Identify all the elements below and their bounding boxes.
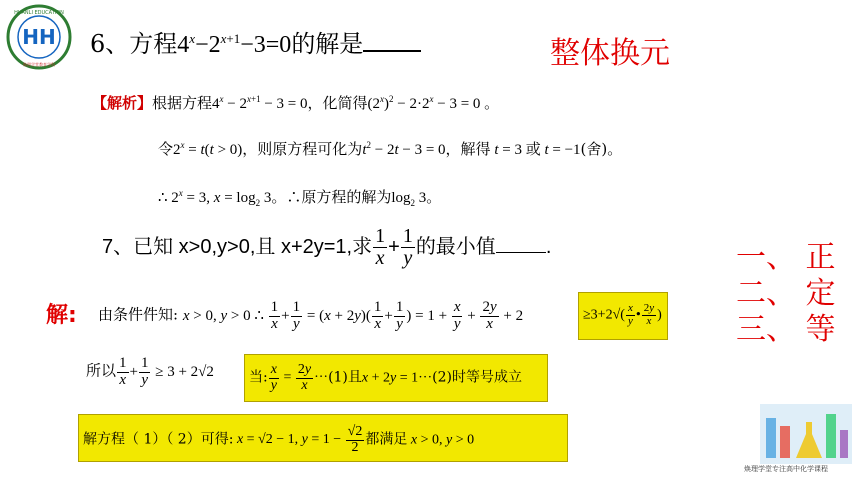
- line3-text-a: ∴: [158, 188, 168, 206]
- line1-eq2: $(2^x)^2 - 2\cdot 2^x - 3 = 0$ 。: [367, 94, 500, 112]
- result-ineq: $\frac{1}{x}$ + $\frac{1}{y}$ ≥ 3 + 2√2: [119, 355, 214, 388]
- question-7: 7、已知 x>0,y>0,且 x+2y=1,求 $\frac{1}{x}$ + $\frac{1}{y}$ 的最小值 .: [102, 225, 552, 269]
- logo-text: HUANLI EDUCATION: [14, 10, 64, 16]
- line3-text-c: 。: [426, 188, 442, 206]
- logo-letters: HH: [22, 25, 56, 49]
- line2-eq3: t = 3 或 t = −1: [494, 142, 581, 158]
- line3-eq2: $\log_2 3$: [391, 190, 427, 208]
- so-text: 所以: [86, 361, 117, 380]
- logo-sub: 焕理学堂教育学科: [23, 62, 55, 67]
- question-6: [90, 24, 421, 59]
- solution7-line2: [86, 356, 214, 389]
- line2-text-c: ，解得: [445, 140, 491, 158]
- q6-equation: $4^x-2^{x+1}-3=0$: [177, 31, 292, 58]
- equality-condition-box: [244, 354, 548, 402]
- hint-label: 整体换元: [550, 36, 670, 71]
- solution6-line2: [158, 138, 622, 159]
- lab-caption: 焕理学堂专注高中化学课程: [744, 465, 828, 473]
- solve-prefix: 解方程（ 1）（ 2）可得:: [83, 431, 234, 448]
- solution6-line1: [92, 92, 499, 113]
- education-logo: [6, 4, 72, 70]
- solution7-line1: [98, 300, 523, 333]
- q6-prefix: 6、方程: [90, 30, 178, 58]
- solution6-line3: [158, 186, 441, 208]
- when-text: 当:: [249, 369, 268, 386]
- line2-eq2: $t^2 - 2t - 3 = 0$: [362, 140, 446, 158]
- inequality-box: [578, 292, 668, 340]
- q6-tail: 的解是: [291, 30, 364, 58]
- when-end: (2)时等号成立: [432, 369, 522, 386]
- q7-blank: [496, 252, 546, 253]
- q7-tail: 的最小值: [415, 235, 496, 258]
- line1-eq1: $4^x - 2^{x+1} - 3 = 0$: [212, 94, 308, 112]
- line2-text-d: (舍)。: [580, 140, 623, 158]
- solve-box: [78, 414, 568, 462]
- line3-text-b: 。∴原方程的解为: [271, 188, 392, 206]
- line1-text-a: 根据方程: [152, 94, 213, 112]
- q7-prefix: 7、已知 x>0,y>0,且 x+2y=1,求: [102, 235, 373, 258]
- solution-label: 解:: [46, 303, 77, 328]
- lab-glassware-image: [760, 404, 852, 464]
- given-text: 由条件件知:: [98, 305, 179, 324]
- solution7-eq1: x > 0, y > 0 ∴ $\frac{1}{x}$ + $\frac{1}{y}$ = (x + 2y)( $\frac{1}{x}$ + $\frac{1}{y}$ ) = 1 + $\frac{x}{y}$ + $\frac{2y}{x}$ + 2: [182, 299, 524, 332]
- answer-blank: [363, 50, 421, 52]
- when-tail: (1)且: [328, 369, 362, 386]
- line2-text-b: ，则原方程可化为: [242, 140, 363, 158]
- line1-text-b: ，化简得: [307, 94, 368, 112]
- side-notes: 一、 正 二、 定 三、 等: [736, 240, 836, 347]
- inequality-eq: ≥3+2√( $\frac{x}{y}$ • $\frac{2y}{x}$ ): [583, 302, 662, 327]
- satisfy-text: 都满足: [365, 431, 408, 448]
- line2-text-a: 令: [158, 140, 174, 158]
- line3-eq1: $2^x = 3$, $x = \log_2 3$: [167, 188, 272, 208]
- analysis-tag: 【解析】: [92, 94, 153, 112]
- solve-text: 解方程（ 1）（ 2）可得: x = √2 − 1, y = 1 − $\frac{√2}{2}$ 都满足 x > 0, y > 0: [83, 424, 475, 455]
- line2-eq1: $2^x = t(t > 0)$: [173, 140, 243, 158]
- equality-condition-text: 当: $\frac{x}{y}$ = $\frac{2y}{x}$ ···(1)且x + 2y = 1···(2)时等号成立: [249, 362, 522, 393]
